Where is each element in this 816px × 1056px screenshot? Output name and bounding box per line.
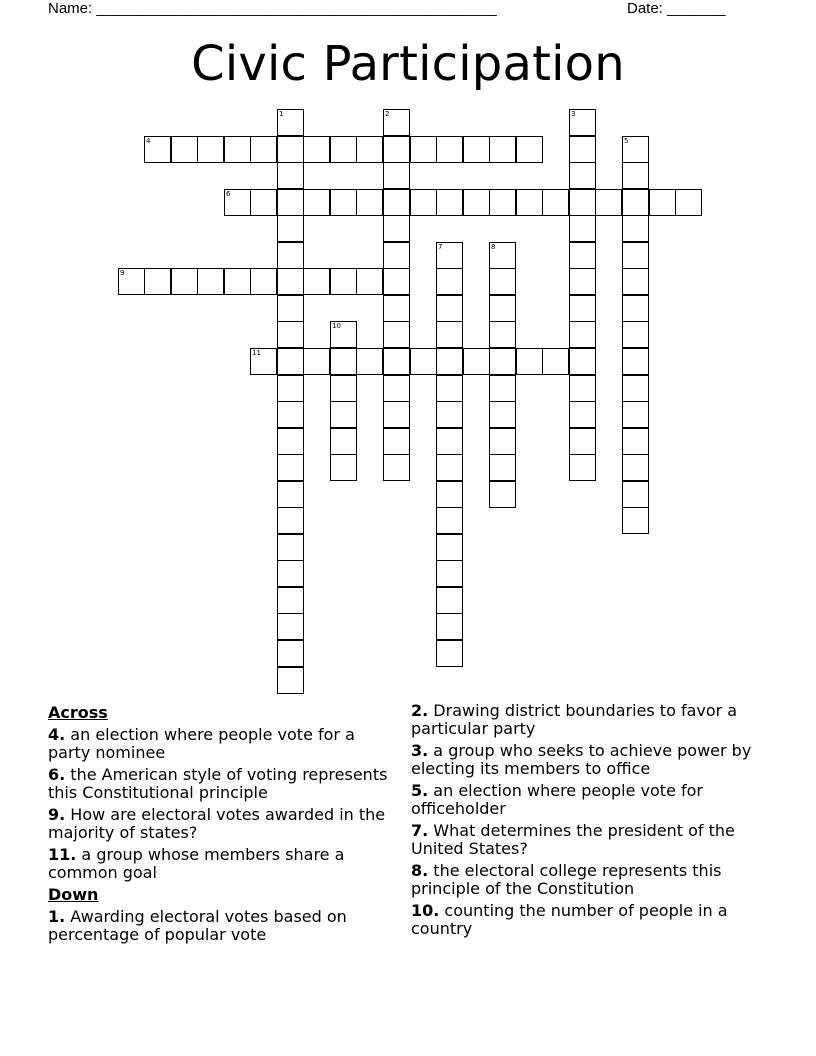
grid-cell[interactable] — [277, 189, 304, 216]
grid-cell[interactable] — [463, 348, 490, 375]
grid-cell[interactable] — [569, 215, 596, 242]
grid-cell[interactable] — [356, 348, 383, 375]
grid-cell[interactable] — [330, 321, 357, 348]
grid-cell[interactable] — [303, 189, 330, 216]
grid-cell[interactable] — [622, 507, 649, 534]
cell-number: 6 — [226, 190, 231, 198]
grid-cell[interactable] — [489, 295, 516, 322]
grid-cell[interactable] — [542, 189, 569, 216]
grid-cell[interactable] — [489, 136, 516, 163]
grid-cell[interactable] — [383, 268, 410, 295]
grid-cell[interactable] — [277, 560, 304, 587]
grid-cell[interactable] — [569, 321, 596, 348]
grid-cell[interactable] — [436, 534, 463, 561]
grid-cell[interactable] — [489, 189, 516, 216]
cell-number: 9 — [120, 269, 125, 277]
clue-text: the electoral college represents this principle of the Constitution — [411, 861, 722, 898]
puzzle-title: Civic Participation — [191, 36, 625, 92]
grid-cell[interactable] — [622, 348, 649, 375]
grid-cell[interactable] — [277, 613, 304, 640]
grid-cell[interactable] — [569, 401, 596, 428]
grid-cell[interactable] — [410, 189, 437, 216]
grid-cell[interactable] — [489, 454, 516, 481]
grid-cell[interactable] — [516, 189, 543, 216]
grid-cell[interactable] — [436, 268, 463, 295]
grid-cell[interactable] — [489, 321, 516, 348]
grid-cell[interactable] — [250, 348, 277, 375]
across-heading: Across — [48, 703, 108, 722]
grid-cell[interactable] — [489, 268, 516, 295]
clues-right-column — [411, 702, 766, 942]
grid-cell[interactable] — [569, 136, 596, 163]
grid-cell[interactable] — [410, 136, 437, 163]
grid-cell[interactable] — [595, 189, 622, 216]
cell-number: 11 — [252, 349, 261, 357]
clues-left-column — [48, 702, 398, 948]
grid-cell[interactable] — [436, 189, 463, 216]
grid-cell[interactable] — [383, 295, 410, 322]
clue-across-11 — [48, 846, 398, 882]
clue-text: a group who seeks to achieve power by electing its members to office — [411, 741, 752, 778]
clue-text: an election where people vote for a party nominee — [48, 725, 355, 762]
grid-cell[interactable] — [622, 454, 649, 481]
clue-number: 5. — [411, 781, 429, 800]
grid-cell[interactable] — [277, 215, 304, 242]
grid-cell[interactable] — [277, 401, 304, 428]
grid-cell[interactable] — [277, 507, 304, 534]
clue-down-8 — [411, 862, 766, 898]
name-field-label[interactable]: Name: ________________________________________________ — [48, 0, 497, 17]
grid-cell[interactable] — [277, 454, 304, 481]
clue-number: 1. — [48, 907, 66, 926]
cell-number: 8 — [491, 243, 496, 251]
down-heading: Down — [48, 885, 99, 904]
grid-cell[interactable] — [622, 162, 649, 189]
clue-number: 9. — [48, 805, 66, 824]
clue-down-2 — [411, 702, 766, 738]
grid-cell[interactable] — [250, 268, 277, 295]
grid-cell[interactable] — [622, 242, 649, 269]
grid-cell[interactable] — [383, 348, 410, 375]
grid-cell[interactable] — [463, 136, 490, 163]
clue-down-3 — [411, 742, 766, 778]
clue-down-5 — [411, 782, 766, 818]
grid-cell[interactable] — [436, 454, 463, 481]
grid-cell[interactable] — [197, 136, 224, 163]
grid-cell[interactable] — [542, 348, 569, 375]
grid-cell[interactable] — [277, 667, 304, 694]
grid-cell[interactable] — [675, 189, 702, 216]
grid-cell[interactable] — [436, 560, 463, 587]
clue-down-7 — [411, 822, 766, 858]
grid-cell[interactable] — [569, 295, 596, 322]
clue-text: a group whose members share a common goal — [48, 845, 345, 882]
grid-cell[interactable] — [569, 242, 596, 269]
grid-cell[interactable] — [330, 189, 357, 216]
cell-number: 3 — [571, 110, 576, 118]
grid-cell[interactable] — [224, 189, 251, 216]
grid-cell[interactable] — [356, 136, 383, 163]
grid-cell[interactable] — [569, 375, 596, 402]
grid-cell[interactable] — [303, 136, 330, 163]
grid-cell[interactable] — [277, 375, 304, 402]
grid-cell[interactable] — [144, 268, 171, 295]
grid-cell[interactable] — [383, 136, 410, 163]
grid-cell[interactable] — [250, 189, 277, 216]
clue-down-1 — [48, 908, 398, 944]
grid-cell[interactable] — [622, 136, 649, 163]
grid-cell[interactable] — [330, 375, 357, 402]
clue-across-6 — [48, 766, 398, 802]
grid-cell[interactable] — [569, 348, 596, 375]
grid-cell[interactable] — [622, 268, 649, 295]
grid-cell[interactable] — [383, 162, 410, 189]
grid-cell[interactable] — [489, 242, 516, 269]
grid-cell[interactable] — [277, 534, 304, 561]
grid-cell[interactable] — [383, 401, 410, 428]
grid-cell[interactable] — [649, 189, 676, 216]
clue-number: 2. — [411, 701, 429, 720]
grid-cell[interactable] — [383, 454, 410, 481]
grid-cell[interactable] — [436, 375, 463, 402]
grid-cell[interactable] — [277, 242, 304, 269]
grid-cell[interactable] — [277, 162, 304, 189]
grid-cell[interactable] — [171, 268, 198, 295]
grid-cell[interactable] — [330, 268, 357, 295]
grid-cell[interactable] — [330, 401, 357, 428]
clue-text: Drawing district boundaries to favor a particular party — [411, 701, 738, 738]
clue-across-4 — [48, 726, 398, 762]
grid-cell[interactable] — [197, 268, 224, 295]
grid-cell[interactable] — [569, 109, 596, 136]
grid-cell[interactable] — [489, 401, 516, 428]
grid-cell[interactable] — [356, 268, 383, 295]
grid-cell[interactable] — [436, 428, 463, 455]
clue-text: counting the number of people in a country — [411, 901, 728, 938]
grid-cell[interactable] — [622, 375, 649, 402]
grid-cell[interactable] — [489, 428, 516, 455]
grid-cell[interactable] — [144, 136, 171, 163]
clue-text: What determines the president of the United States? — [411, 821, 735, 858]
grid-cell[interactable] — [277, 640, 304, 667]
grid-cell[interactable] — [356, 189, 383, 216]
grid-cell[interactable] — [569, 189, 596, 216]
cell-number: 1 — [279, 110, 284, 118]
grid-cell[interactable] — [277, 109, 304, 136]
grid-cell[interactable] — [383, 428, 410, 455]
grid-cell[interactable] — [277, 348, 304, 375]
date-field-label[interactable]: Date: _______ — [627, 0, 726, 17]
clue-number: 6. — [48, 765, 66, 784]
clue-text: How are electoral votes awarded in the majority of states? — [48, 805, 386, 842]
grid-cell[interactable] — [463, 189, 490, 216]
grid-cell[interactable] — [436, 481, 463, 508]
grid-cell[interactable] — [489, 375, 516, 402]
grid-cell[interactable] — [277, 136, 304, 163]
grid-cell[interactable] — [330, 454, 357, 481]
grid-cell[interactable] — [303, 348, 330, 375]
clue-down-10 — [411, 902, 766, 938]
clue-number: 3. — [411, 741, 429, 760]
cell-number: 7 — [438, 243, 443, 251]
grid-cell[interactable] — [383, 109, 410, 136]
grid-cell[interactable] — [436, 507, 463, 534]
grid-cell[interactable] — [171, 136, 198, 163]
clue-number: 8. — [411, 861, 429, 880]
grid-cell[interactable] — [436, 613, 463, 640]
grid-cell[interactable] — [383, 215, 410, 242]
grid-cell[interactable] — [622, 401, 649, 428]
grid-cell[interactable] — [436, 321, 463, 348]
grid-cell[interactable] — [277, 428, 304, 455]
grid-cell[interactable] — [436, 640, 463, 667]
grid-cell[interactable] — [410, 348, 437, 375]
grid-cell[interactable] — [622, 481, 649, 508]
cell-number: 4 — [146, 137, 151, 145]
grid-cell[interactable] — [436, 242, 463, 269]
grid-cell[interactable] — [383, 321, 410, 348]
grid-cell[interactable] — [489, 481, 516, 508]
grid-cell[interactable] — [330, 136, 357, 163]
grid-cell[interactable] — [303, 268, 330, 295]
grid-cell[interactable] — [250, 136, 277, 163]
grid-cell[interactable] — [569, 162, 596, 189]
grid-cell[interactable] — [569, 428, 596, 455]
grid-cell[interactable] — [277, 295, 304, 322]
grid-cell[interactable] — [516, 348, 543, 375]
clue-text: Awarding electoral votes based on percentage of popular vote — [48, 907, 347, 944]
grid-cell[interactable] — [569, 268, 596, 295]
grid-cell[interactable] — [224, 268, 251, 295]
grid-cell[interactable] — [622, 215, 649, 242]
grid-cell[interactable] — [277, 587, 304, 614]
grid-cell[interactable] — [622, 428, 649, 455]
grid-cell[interactable] — [383, 375, 410, 402]
grid-cell[interactable] — [330, 348, 357, 375]
clue-number: 11. — [48, 845, 77, 864]
clue-text: an election where people vote for officeholder — [411, 781, 704, 818]
clue-number: 7. — [411, 821, 429, 840]
grid-cell[interactable] — [277, 481, 304, 508]
grid-cell[interactable] — [569, 454, 596, 481]
grid-cell[interactable] — [436, 587, 463, 614]
grid-cell[interactable] — [383, 189, 410, 216]
grid-cell[interactable] — [516, 136, 543, 163]
cell-number: 2 — [385, 110, 390, 118]
grid-cell[interactable] — [224, 136, 251, 163]
grid-cell[interactable] — [277, 321, 304, 348]
clue-across-9 — [48, 806, 398, 842]
grid-cell[interactable] — [622, 321, 649, 348]
grid-cell[interactable] — [383, 242, 410, 269]
clue-text: the American style of voting represents this Constitutional principle — [48, 765, 388, 802]
grid-cell[interactable] — [436, 348, 463, 375]
clue-number: 4. — [48, 725, 66, 744]
grid-cell[interactable] — [489, 348, 516, 375]
grid-cell[interactable] — [436, 295, 463, 322]
grid-cell[interactable] — [622, 295, 649, 322]
grid-cell[interactable] — [436, 401, 463, 428]
grid-cell[interactable] — [622, 189, 649, 216]
grid-cell[interactable] — [277, 268, 304, 295]
cell-number: 5 — [624, 137, 629, 145]
clue-number: 10. — [411, 901, 440, 920]
grid-cell[interactable] — [330, 428, 357, 455]
cell-number: 10 — [332, 322, 341, 330]
grid-cell[interactable] — [436, 136, 463, 163]
grid-cell[interactable] — [118, 268, 145, 295]
